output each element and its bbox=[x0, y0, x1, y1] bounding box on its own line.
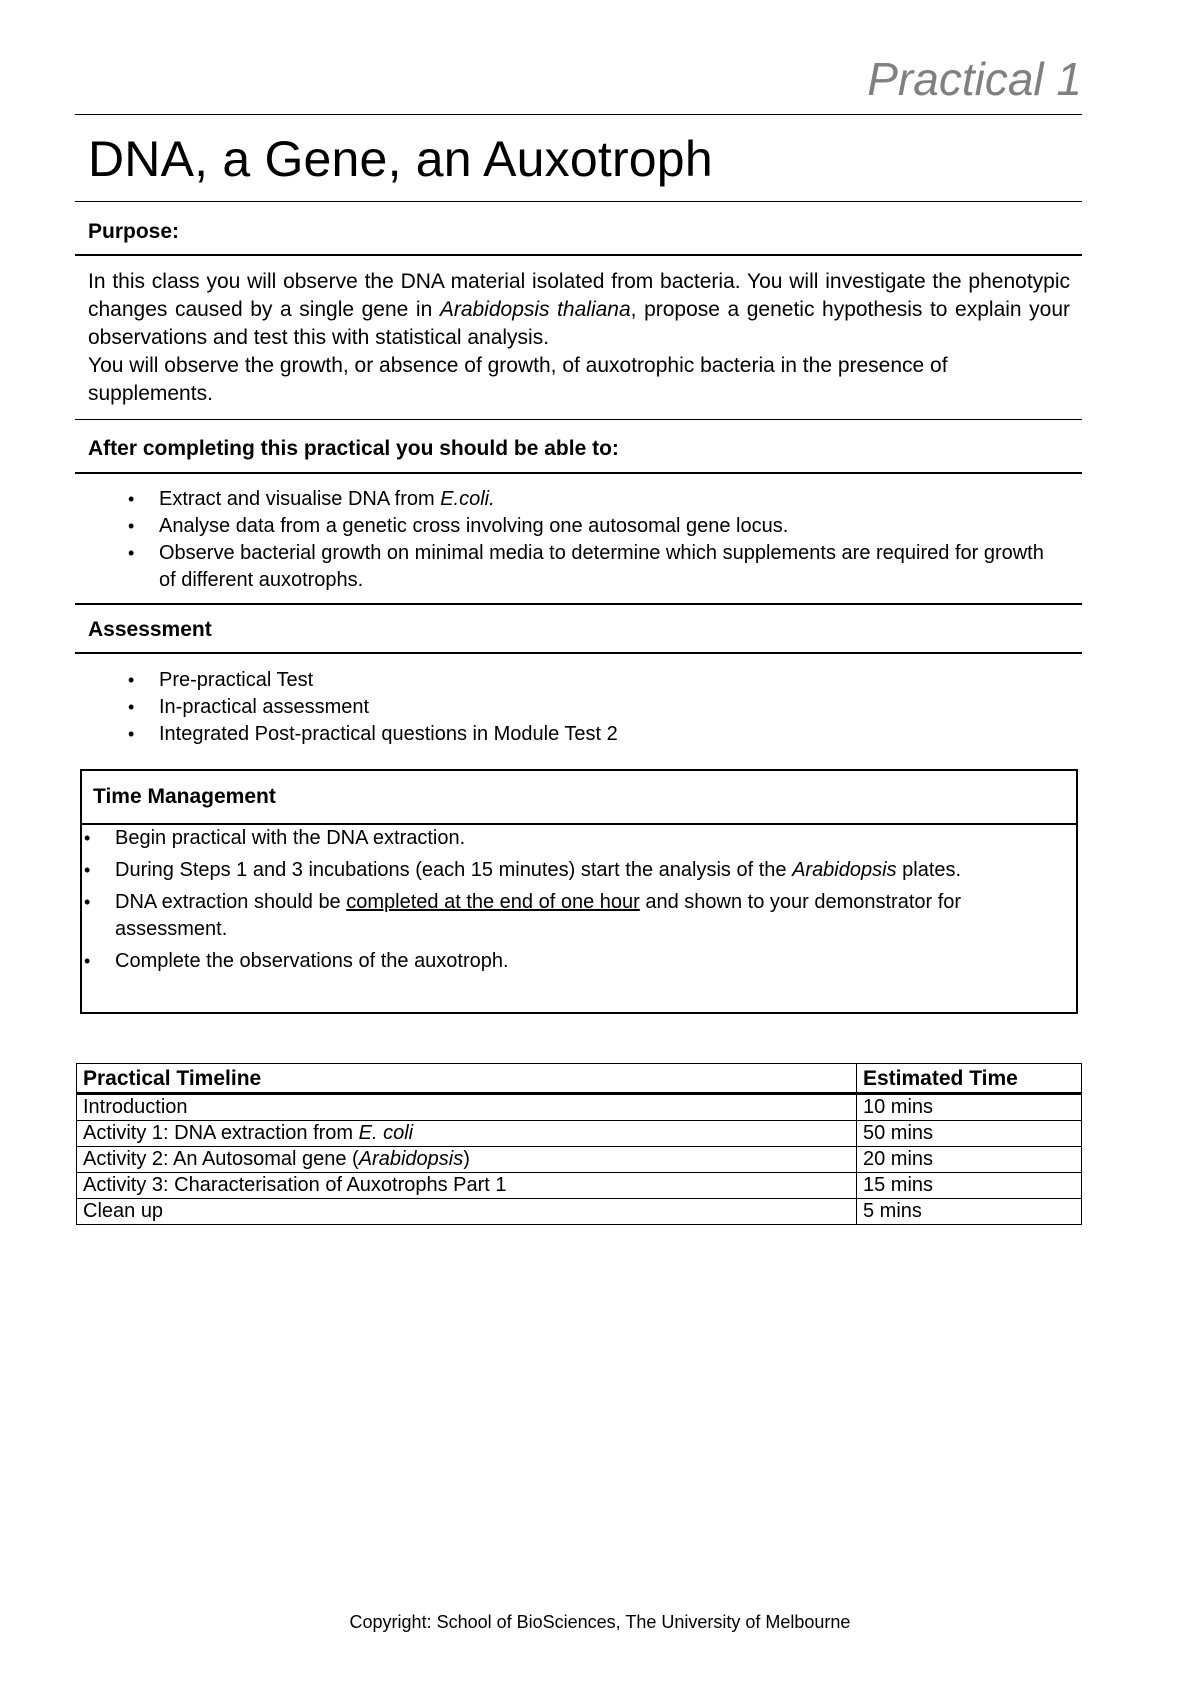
outcomes-heading: After completing this practical you should be able to: bbox=[88, 437, 619, 460]
species-name: Arabidopsis thaliana bbox=[439, 298, 631, 321]
activity-cell: Clean up bbox=[77, 1199, 857, 1225]
activity-cell: Activity 3: Characterisation of Auxotrophs Part 1 bbox=[77, 1173, 857, 1199]
activity-cell: Introduction bbox=[77, 1094, 857, 1121]
bullet-icon: • bbox=[84, 860, 91, 880]
list-item: • Pre-practical Test bbox=[126, 667, 1066, 694]
activity-cell: Activity 1: DNA extraction from E. coli bbox=[77, 1121, 857, 1147]
time-management-box bbox=[80, 769, 1078, 1014]
purpose-paragraph-1: In this class you will observe the DNA material isolated from bacteria. You will investigate the phenotypic changes caused by a single gene in Arabidopsis thaliana, propose a genetic hypothesis to explain your observations and test this with statistical analysis. bbox=[88, 270, 1071, 349]
list-item: • Integrated Post-practical questions in Module Test 2 bbox=[126, 721, 1066, 748]
bullet-icon: • bbox=[128, 670, 135, 690]
assessment-heading: Assessment bbox=[88, 618, 212, 641]
table-header-row bbox=[77, 1064, 1082, 1094]
table-row bbox=[77, 1199, 1082, 1225]
list-item: • Begin practical with the DNA extraction. bbox=[82, 825, 1076, 852]
purpose-heading: Purpose: bbox=[88, 220, 180, 243]
header-divider bbox=[75, 114, 1082, 115]
practical-number: Practical 1 bbox=[867, 53, 1082, 105]
time-management-heading: Time Management bbox=[82, 771, 1076, 825]
list-item: • During Steps 1 and 3 incubations (each 15 minutes) start the analysis of the Arabidopsis plates. bbox=[82, 857, 1076, 884]
outcomes-list bbox=[126, 486, 1066, 594]
table-row bbox=[77, 1147, 1082, 1173]
bullet-icon: • bbox=[84, 892, 91, 912]
assessment-list bbox=[126, 667, 1066, 748]
purpose-text bbox=[88, 268, 1070, 408]
list-item: • Extract and visualise DNA from E.coli. bbox=[126, 486, 1066, 513]
table-row bbox=[77, 1121, 1082, 1147]
purpose-divider bbox=[75, 254, 1082, 256]
list-item: • Complete the observations of the auxotroph. bbox=[82, 948, 1076, 975]
bullet-icon: • bbox=[128, 724, 135, 744]
bullet-icon: • bbox=[128, 489, 135, 509]
time-cell: 20 mins bbox=[857, 1147, 1082, 1173]
title-divider bbox=[75, 201, 1082, 202]
bullet-icon: • bbox=[128, 697, 135, 717]
bullet-icon: • bbox=[128, 543, 135, 563]
assessment-divider bbox=[75, 652, 1082, 654]
column-header-time: Estimated Time bbox=[857, 1064, 1082, 1094]
purpose-end-divider bbox=[75, 419, 1082, 420]
list-item: • Observe bacterial growth on minimal media to determine which supplements are required for growth of different auxotrophs. bbox=[128, 542, 1044, 591]
table-row bbox=[77, 1094, 1082, 1121]
bullet-icon: • bbox=[84, 828, 91, 848]
bullet-icon: • bbox=[128, 516, 135, 536]
list-item: • DNA extraction should be completed at the end of one hour and shown to your demonstrator for assessment. bbox=[84, 891, 962, 940]
time-cell: 5 mins bbox=[857, 1199, 1082, 1225]
purpose-paragraph-2: You will observe the growth, or absence of growth, of auxotrophic bacteria in the presence of supplements. bbox=[88, 354, 948, 405]
copyright-footer: Copyright: School of BioSciences, The University of Melbourne bbox=[349, 1612, 851, 1632]
outcomes-end-divider bbox=[75, 603, 1082, 605]
table-row bbox=[77, 1173, 1082, 1199]
page-title: DNA, a Gene, an Auxotroph bbox=[88, 131, 713, 187]
timeline-table bbox=[76, 1063, 1082, 1225]
time-cell: 50 mins bbox=[857, 1121, 1082, 1147]
activity-cell: Activity 2: An Autosomal gene (Arabidopsis) bbox=[77, 1147, 857, 1173]
list-item: • Analyse data from a genetic cross involving one autosomal gene locus. bbox=[126, 513, 1066, 540]
time-cell: 15 mins bbox=[857, 1173, 1082, 1199]
column-header-activity: Practical Timeline bbox=[77, 1064, 857, 1094]
bullet-icon: • bbox=[84, 951, 91, 971]
outcomes-divider bbox=[75, 472, 1082, 474]
list-item: • In-practical assessment bbox=[126, 694, 1066, 721]
time-cell: 10 mins bbox=[857, 1094, 1082, 1121]
time-management-list bbox=[82, 825, 1076, 975]
